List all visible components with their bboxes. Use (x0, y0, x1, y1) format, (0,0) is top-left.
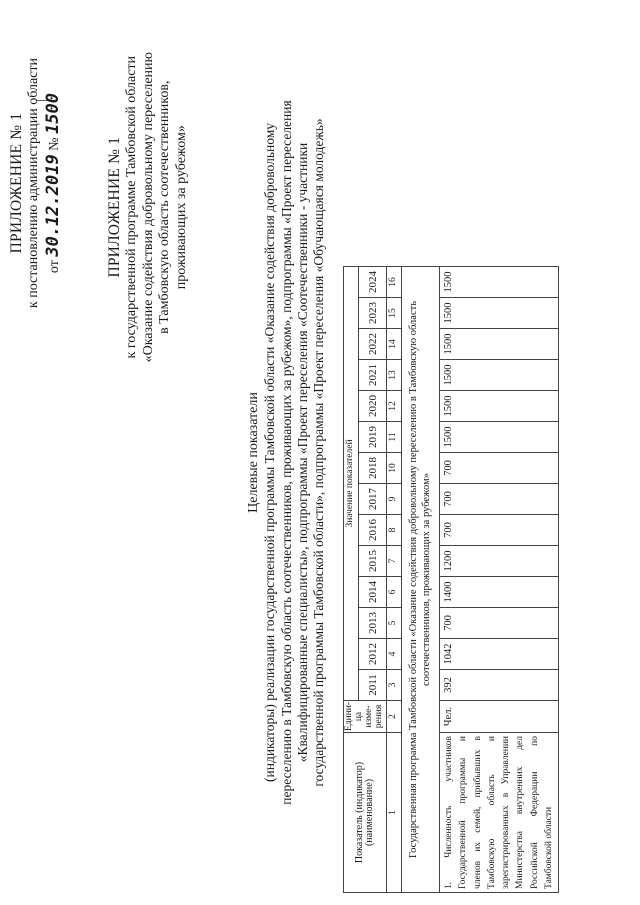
value-cell: 1500 (440, 298, 559, 329)
value-cell: 700 (440, 608, 559, 639)
year-header: 2021 (359, 360, 387, 391)
value-cell: 700 (440, 484, 559, 515)
document-title (245, 0, 328, 905)
program-row: Государственная программа Тамбовской области «Оказание содействия добровольному переселению в Тамбовскую область соотечественников, проживающих за рубежом» (402, 267, 440, 893)
appendix-heading: ПРИЛОЖЕНИЕ № 1 (106, 136, 123, 278)
value-cell: 392 (440, 670, 559, 701)
column-number: 13 (387, 360, 402, 391)
title-line: Целевые показатели (246, 392, 261, 513)
column-number: 6 (387, 577, 402, 608)
appendix-heading: ПРИЛОЖЕНИЕ № 1 (8, 112, 25, 254)
value-cell: 1400 (440, 577, 559, 608)
year-header: 2017 (359, 484, 387, 515)
number-prefix: № (46, 137, 62, 151)
column-number: 9 (387, 484, 402, 515)
title-line: (индикаторы) реализации государственной программы Тамбовской области «Оказание содействия добровольному (262, 123, 278, 782)
table-body (440, 267, 559, 893)
table-row (440, 267, 559, 893)
year-header: 2013 (359, 608, 387, 639)
column-number: 4 (387, 639, 402, 670)
year-header: 2024 (359, 267, 387, 298)
year-header: 2023 (359, 298, 387, 329)
column-number: 3 (387, 670, 402, 701)
appendix-line: к государственной программе Тамбовской области (124, 55, 140, 359)
year-header: 2020 (359, 391, 387, 422)
year-header: 2014 (359, 577, 387, 608)
value-cell: 700 (440, 453, 559, 484)
title-line: «Квалифицированные специалисты», подпрограммы «Проект переселения «Соотечественники - участники (295, 142, 311, 763)
handwritten-number: 1500 (42, 93, 63, 134)
handwritten-date: 30.12.2019 (42, 154, 63, 257)
date-prefix: от (46, 260, 62, 274)
column-number: 7 (387, 546, 402, 577)
column-number: 10 (387, 453, 402, 484)
column-number: 1 (387, 733, 402, 893)
title-line: государственной программы Тамбовской области», подпрограммы «Проект переселения «Обучающаяся молодежь» (311, 118, 327, 787)
appendix-decree-line: к постановлению администрации области (26, 58, 42, 309)
appendix-line: «Оказание содействия добровольному переселению (140, 52, 156, 363)
appendix-program-block (106, 52, 190, 362)
unit-cell: Чел. (440, 701, 559, 733)
column-number: 2 (387, 701, 402, 733)
year-header: 2011 (359, 670, 387, 701)
value-cell: 1500 (440, 329, 559, 360)
header-indicator: Показатель (индикатор) (наименование) (344, 733, 387, 893)
column-number: 5 (387, 608, 402, 639)
appendix-line: проживающих за рубежом» (173, 125, 189, 290)
value-cell: 1500 (440, 360, 559, 391)
column-number: 14 (387, 329, 402, 360)
column-number: 16 (387, 267, 402, 298)
value-cell: 1200 (440, 546, 559, 577)
value-cell: 1500 (440, 391, 559, 422)
year-header: 2019 (359, 422, 387, 453)
appendix-line: в Тамбовскую область соотечественников, (157, 80, 173, 334)
year-header: 2016 (359, 515, 387, 546)
value-cell: 1500 (440, 267, 559, 298)
year-header: 2012 (359, 639, 387, 670)
column-number: 11 (387, 422, 402, 453)
column-number: 12 (387, 391, 402, 422)
indicators-table (343, 266, 559, 893)
column-number: 8 (387, 515, 402, 546)
year-header: 2022 (359, 329, 387, 360)
title-line: переселению в Тамбовскую область соотечественников, проживающих за рубежом», подпрограммы «Проект переселения (278, 100, 294, 805)
appendix-decree-block (8, 58, 63, 308)
value-cell: 1500 (440, 422, 559, 453)
indicator-cell: 1. Численность участников Государственной программы и членов их семей, прибывших в Тамбовскую область и зарегистрированных в Управлении Министерства внутренних дел Российской Федерации по Тамбовской области (440, 733, 559, 893)
year-header: 2018 (359, 453, 387, 484)
column-numbers-row (387, 267, 402, 893)
year-header: 2015 (359, 546, 387, 577)
column-number: 15 (387, 298, 402, 329)
header-unit: Едини-ца изме-рения (344, 701, 387, 733)
value-cell: 1042 (440, 639, 559, 670)
header-values-group: Значение показателей (344, 267, 359, 701)
appendix-date-line (43, 58, 64, 308)
value-cell: 700 (440, 515, 559, 546)
